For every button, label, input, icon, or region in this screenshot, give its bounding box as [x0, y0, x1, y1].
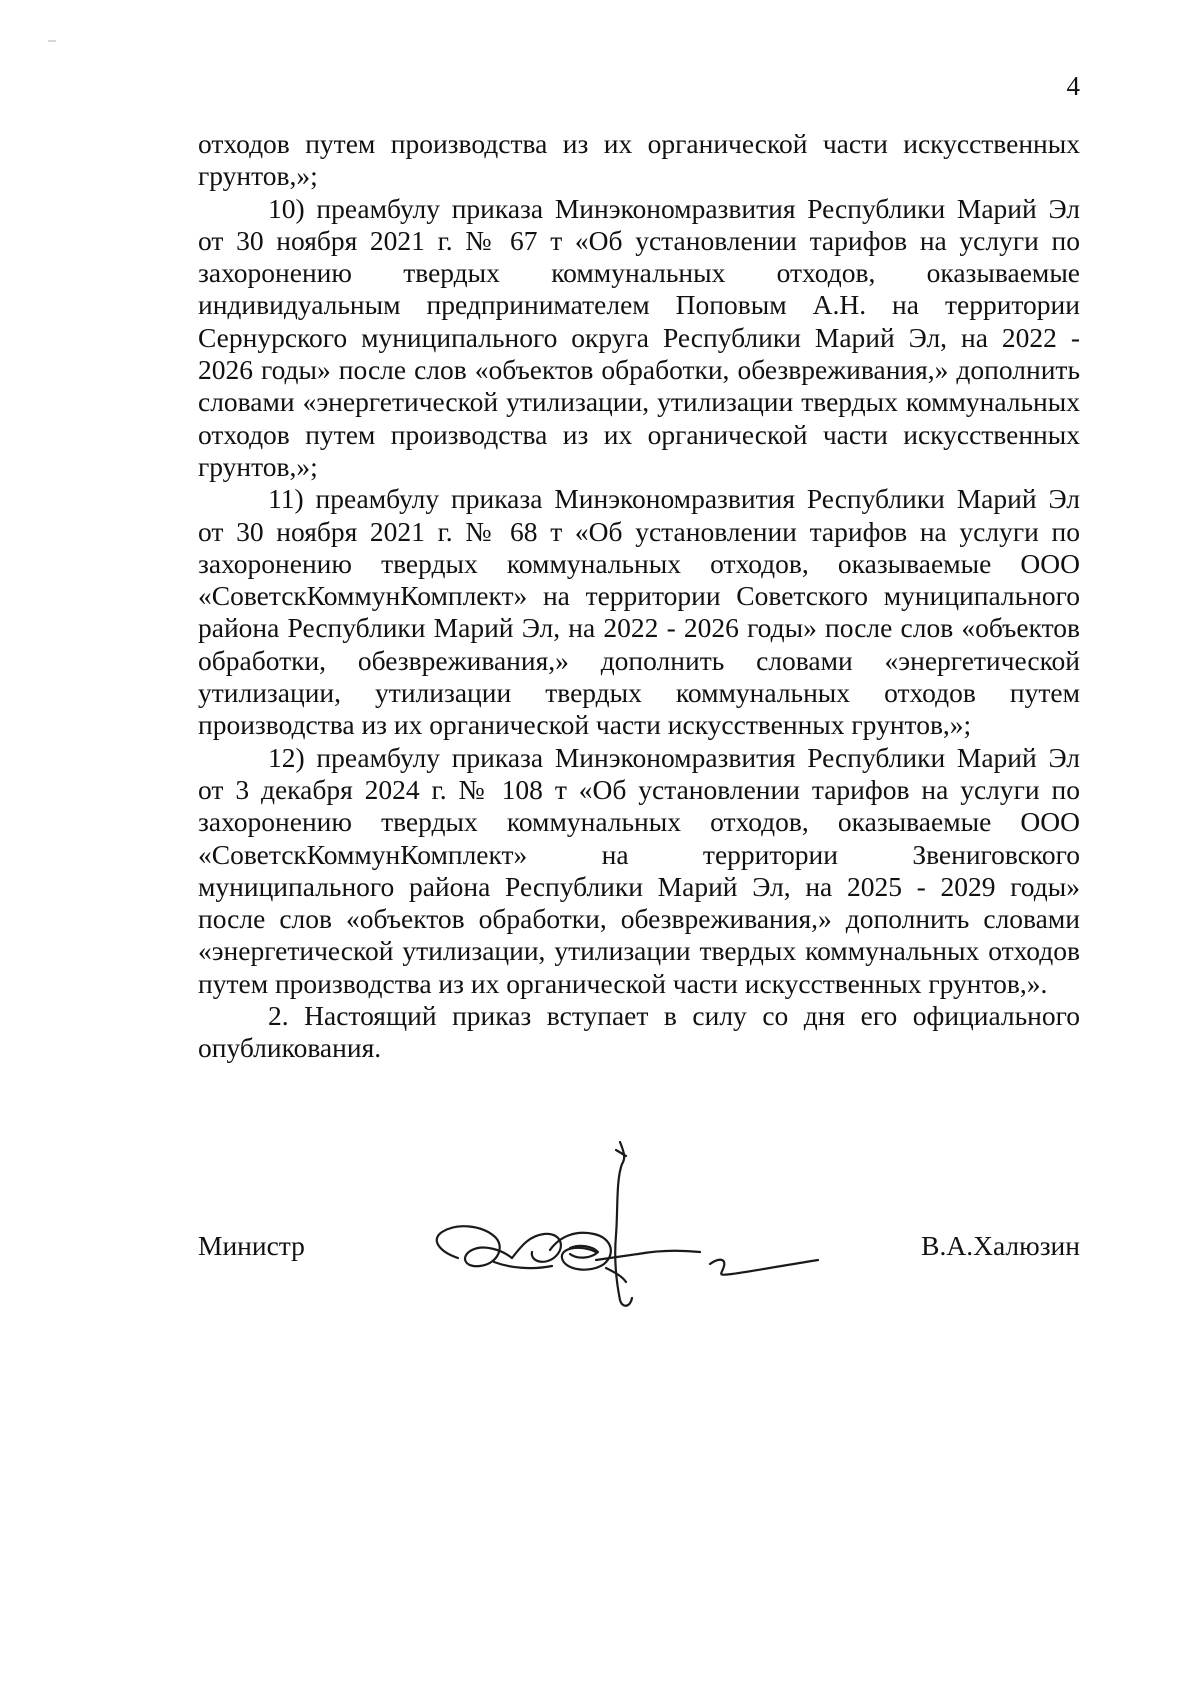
paragraph-continuation: отходов путем производства из их органической части искусственных грунтов,»; [198, 128, 1080, 192]
scan-artifact [48, 40, 56, 42]
signatory-name: В.А.Халюзин [921, 1230, 1080, 1261]
document-body [198, 128, 1080, 1065]
signatory-role: Министр [198, 1230, 305, 1261]
page-number: 4 [1066, 71, 1080, 101]
handwritten-signature [420, 1140, 870, 1310]
paragraph-item-10: 10) преамбулу приказа Минэкономразвития Республики Марий Эл от 30 ноября 2021 г. № 67 т «Об установлении тарифов на услуги по захоронению твердых коммунальных отходов, оказываемые индивидуальным предпринимателем Поповым А.Н. на территории Сернурского муниципального округа Республики Марий Эл, на 2022 - 2026 годы» после слов «объектов обработки, обезвреживания,» дополнить словами «энергетической утилизации, утилизации твердых коммунальных отходов путем производства из их органической части искусственных грунтов,»; [198, 192, 1080, 482]
paragraph-item-12: 12) преамбулу приказа Минэкономразвития Республики Марий Эл от 3 декабря 2024 г. № 108 т «Об установлении тарифов на услуги по захоронению твердых коммунальных отходов, оказываемые ООО «СоветскКоммунКомплект» на территории Звениговского муниципального района Республики Марий Эл, на 2025 - 2029 годы» после слов «объектов обработки, обезвреживания,» дополнить словами «энергетической утилизации, утилизации твердых коммунальных отходов путем производства из их органической части искусственных грунтов,». [198, 741, 1080, 999]
paragraph-item-11: 11) преамбулу приказа Минэкономразвития Республики Марий Эл от 30 ноября 2021 г. № 68 т «Об установлении тарифов на услуги по захоронению твердых коммунальных отходов, оказываемые ООО «СоветскКоммунКомплект» на территории Советского муниципального района Республики Марий Эл, на 2022 - 2026 годы» после слов «объектов обработки, обезвреживания,» дополнить словами «энергетической утилизации, утилизации твердых коммунальных отходов путем производства из их органической части искусственных грунтов,»; [198, 483, 1080, 741]
paragraph-clause-2: 2. Настоящий приказ вступает в силу со дня его официального опубликования. [198, 1000, 1080, 1064]
